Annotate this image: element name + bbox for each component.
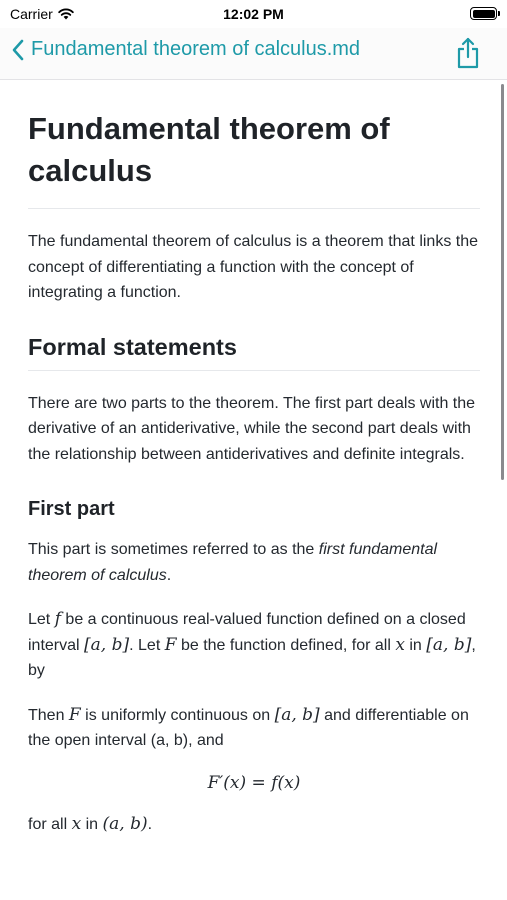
for-all-paragraph: for all x in (a, b). <box>28 813 153 834</box>
intro-paragraph: The fundamental theorem of calculus is a theorem that links the concept of differentiating a function with the concept of integrating a function. <box>28 233 479 301</box>
navigation-bar <box>0 28 507 80</box>
share-icon <box>455 37 481 69</box>
math-f: f <box>54 609 61 629</box>
equation: F′(x) = f(x) <box>207 772 301 793</box>
math-interval: [a, b] <box>84 634 130 655</box>
share-button[interactable] <box>455 37 481 74</box>
scrollbar[interactable] <box>501 84 504 480</box>
document-content <box>28 80 480 837</box>
continuity-paragraph: Then F is uniformly continuous on [a, b] and differentiable on the open interval (a, b), and <box>28 704 469 749</box>
document-title: Fundamental theorem of calculus <box>28 108 480 209</box>
back-button-label: Fundamental theorem of calculus.md <box>31 38 361 60</box>
clock: 12:02 PM <box>223 6 284 22</box>
math-interval: [a, b] <box>274 704 320 725</box>
equation-block <box>28 770 480 802</box>
battery-icon <box>470 7 497 20</box>
math-open-interval: (a, b) <box>102 813 148 834</box>
chevron-left-icon <box>12 39 24 61</box>
math-x: x <box>395 634 405 655</box>
formal-statements-paragraph: There are two parts to the theorem. The first part deals with the derivative of an antiderivative, while the second part deals with the relationship between antiderivatives and definite integrals. <box>28 394 476 463</box>
math-F: F <box>68 704 81 725</box>
definition-paragraph: Let f be a continuous real-valued function defined on a closed interval [a, b]. Let F be the function defined, for all x in [a, b], by <box>28 609 476 679</box>
section-heading-formal-statements: Formal statements <box>28 332 480 371</box>
math-x: x <box>71 813 82 834</box>
carrier-label: Carrier <box>10 6 53 22</box>
math-F: F <box>164 634 177 655</box>
status-bar <box>0 0 507 28</box>
emphasis-text: first fundamental theorem of calculus <box>28 541 438 584</box>
first-part-paragraph: This part is sometimes referred to as the first fundamental theorem of calculus. <box>28 541 438 584</box>
back-button[interactable] <box>12 38 360 61</box>
math-interval: [a, b] <box>426 634 472 655</box>
subsection-heading-first-part: First part <box>28 498 115 520</box>
